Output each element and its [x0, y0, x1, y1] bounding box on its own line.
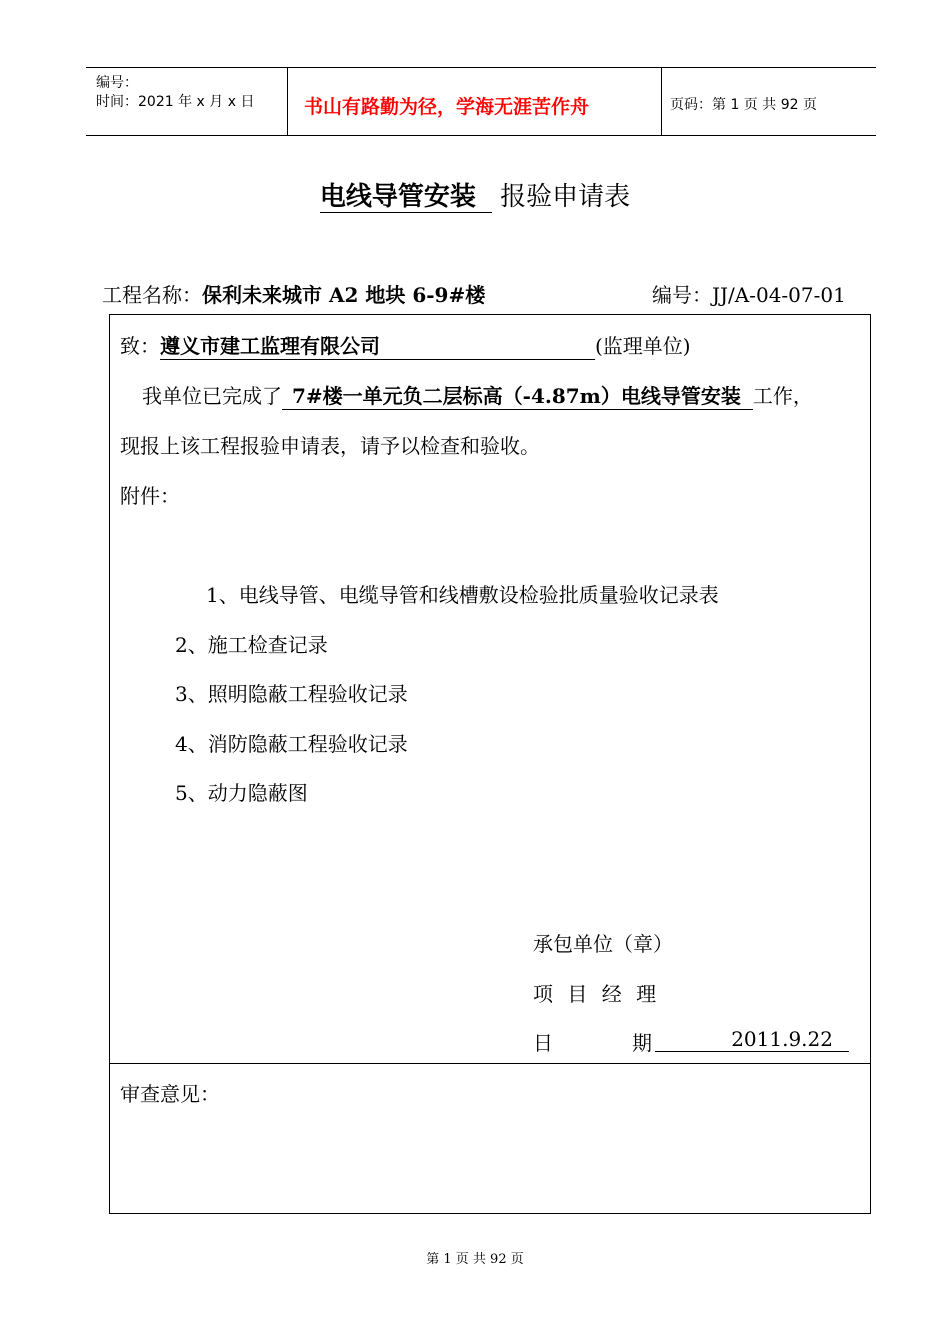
- supervisor-suffix: (监理单位): [595, 334, 691, 358]
- supervisor-name: 遵义市建工监理有限公司: [160, 330, 595, 360]
- to-label: 致：: [120, 334, 160, 358]
- date-value: 2011.9.22: [655, 1027, 849, 1052]
- header-time-label: 时间：2021 年 x 月 x 日: [96, 94, 255, 110]
- header-bottom-line: [86, 135, 876, 136]
- attachment-item: 2、施工检查记录: [175, 633, 328, 657]
- header-divider-1: [287, 67, 288, 136]
- footer-page: 第 1 页 共 92 页: [426, 1252, 524, 1267]
- form-divider: [109, 1063, 871, 1064]
- header-divider-2: [661, 67, 662, 136]
- date-label-2: 期: [632, 1031, 652, 1055]
- header-motto: 书山有路勤为径，学海无涯苦作舟: [304, 96, 590, 118]
- page-title: [0, 176, 950, 213]
- statement-prefix: 我单位已完成了: [142, 384, 282, 408]
- statement-line-1: [142, 380, 813, 410]
- attachment-item: 5、动力隐蔽图: [175, 781, 308, 805]
- project-code: 编号：JJ/A-04-07-01: [652, 283, 846, 307]
- project-label: 工程名称：: [102, 283, 202, 307]
- header-page-info: 页码：第 1 页 共 92 页: [670, 97, 817, 113]
- to-line: [120, 330, 691, 360]
- title-suffix: 报验申请表: [500, 182, 631, 212]
- attachment-item: 4、消防隐蔽工程验收记录: [175, 732, 408, 756]
- header-top-line: [86, 67, 876, 68]
- project-line: [102, 279, 485, 308]
- title-main: 电线导管安装: [320, 182, 492, 213]
- statement-line-2: 现报上该工程报验申请表，请予以检查和验收。: [120, 434, 540, 458]
- statement-suffix: 工作，: [752, 384, 813, 408]
- attachment-item: 1、电线导管、电缆导管和线槽敷设检验批质量验收记录表: [206, 583, 719, 607]
- contractor-label: 承包单位（章）: [533, 932, 673, 956]
- project-name: 保利未来城市 A2 地块 6-9#楼: [202, 283, 486, 307]
- manager-label: 项 目 经 理: [533, 982, 661, 1006]
- attachment-item: 3、照明隐蔽工程验收记录: [175, 682, 408, 706]
- review-label: 审查意见：: [120, 1082, 220, 1106]
- attachments-label: 附件：: [120, 484, 180, 508]
- date-label-1: 日: [533, 1031, 553, 1055]
- work-item: 7#楼一单元负二层标高（-4.87m）电线导管安装: [282, 380, 753, 410]
- header-number-label: 编号：: [96, 75, 138, 91]
